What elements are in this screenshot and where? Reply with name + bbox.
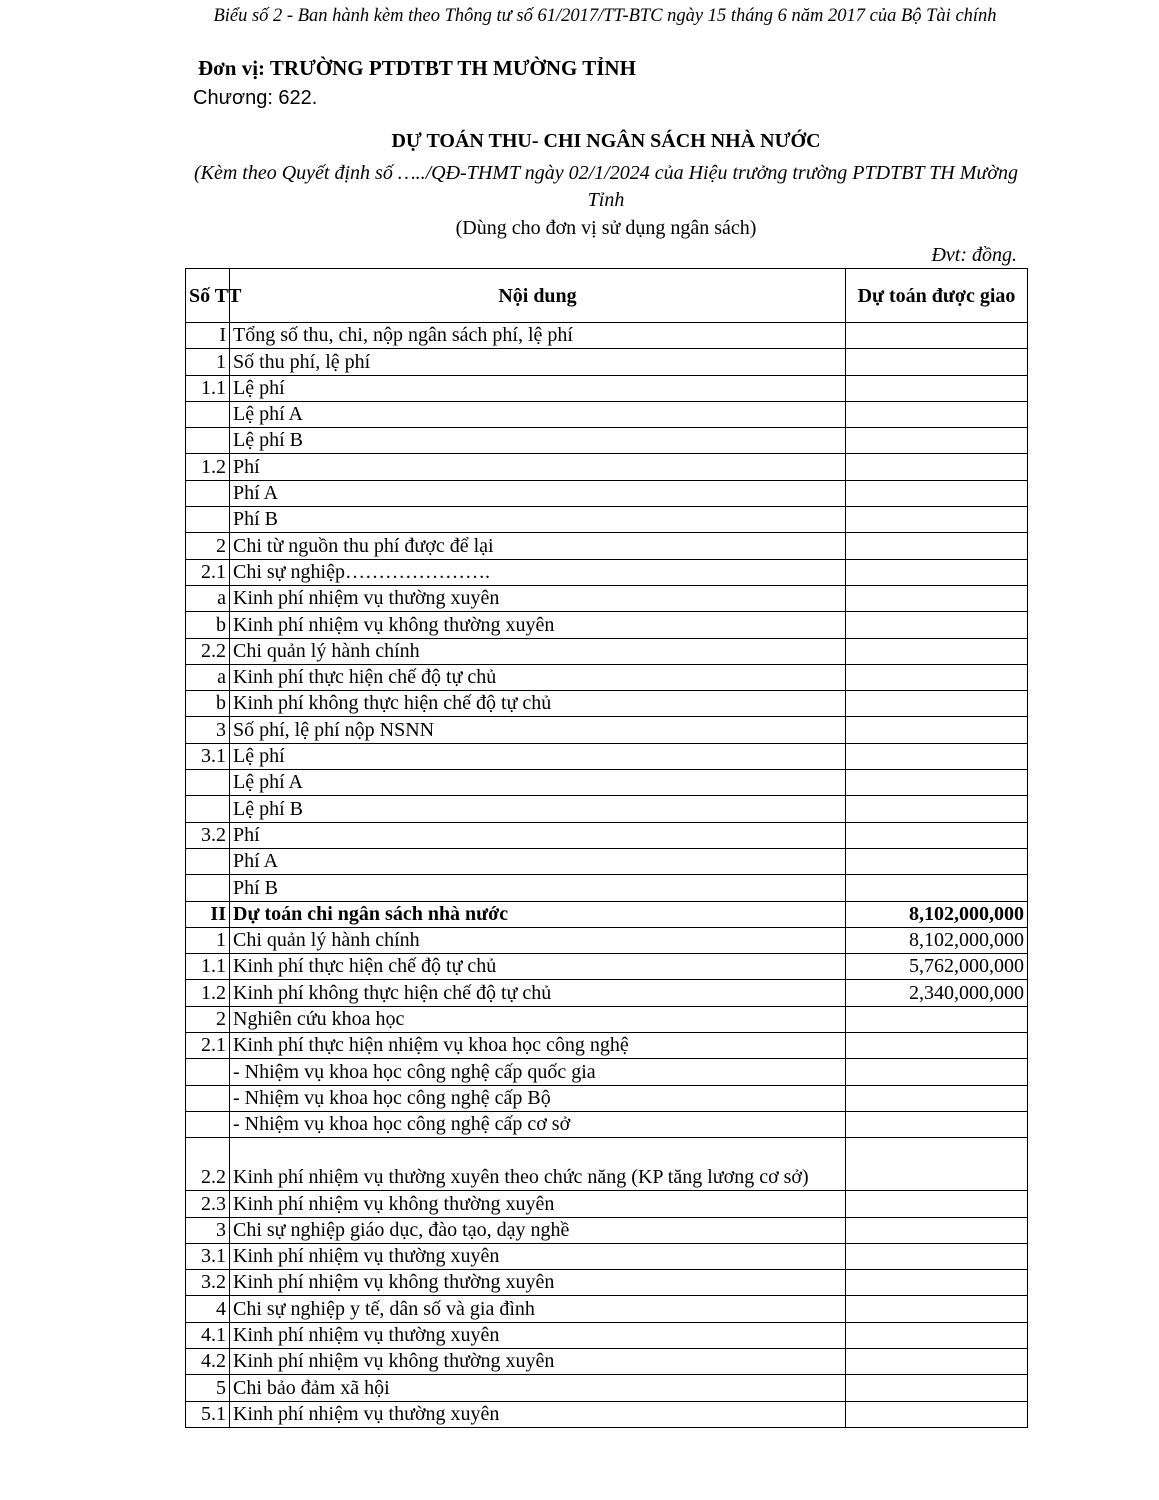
table-row bbox=[186, 401, 1028, 427]
row-number-cell: I bbox=[186, 323, 230, 349]
row-amount-cell bbox=[846, 559, 1028, 585]
row-amount-cell bbox=[846, 717, 1028, 743]
row-amount-cell bbox=[846, 1006, 1028, 1032]
row-number-cell: 1.1 bbox=[186, 954, 230, 980]
row-content-cell: Lệ phí B bbox=[230, 796, 846, 822]
table-row bbox=[186, 349, 1028, 375]
row-number-cell bbox=[186, 1111, 230, 1137]
row-amount-cell bbox=[846, 1322, 1028, 1348]
row-amount-cell: 8,102,000,000 bbox=[846, 901, 1028, 927]
row-amount-cell bbox=[846, 848, 1028, 874]
column-header-amount: Dự toán được giao bbox=[846, 269, 1028, 323]
table-row bbox=[186, 927, 1028, 953]
table-row bbox=[186, 770, 1028, 796]
row-content-cell: Lệ phí A bbox=[230, 770, 846, 796]
row-number-cell: 2.3 bbox=[186, 1191, 230, 1217]
form-reference-note: Biểu số 2 - Ban hành kèm theo Thông tư số 61/2017/TT-BTC ngày 15 tháng 6 năm 2017 của Bộ Tài chính bbox=[213, 6, 997, 26]
row-amount-cell: 5,762,000,000 bbox=[846, 954, 1028, 980]
row-content-cell: Chi sự nghiệp giáo dục, đào tạo, dạy nghề bbox=[230, 1217, 846, 1243]
table-row bbox=[186, 480, 1028, 506]
row-content-cell: Số phí, lệ phí nộp NSNN bbox=[230, 717, 846, 743]
row-content-cell: Kinh phí thực hiện chế độ tự chủ bbox=[230, 664, 846, 690]
table-row bbox=[186, 1033, 1028, 1059]
table-row bbox=[186, 1296, 1028, 1322]
table-row bbox=[186, 559, 1028, 585]
table-row bbox=[186, 585, 1028, 611]
row-number-cell: 5 bbox=[186, 1375, 230, 1401]
row-amount-cell bbox=[846, 1401, 1028, 1427]
table-row bbox=[186, 638, 1028, 664]
row-amount-cell bbox=[846, 480, 1028, 506]
row-content-cell: - Nhiệm vụ khoa học công nghệ cấp quốc gia bbox=[230, 1059, 846, 1085]
row-content-cell: Kinh phí không thực hiện chế độ tự chủ bbox=[230, 980, 846, 1006]
row-content-cell: Tổng số thu, chi, nộp ngân sách phí, lệ phí bbox=[230, 323, 846, 349]
row-amount-cell bbox=[846, 1243, 1028, 1269]
row-amount-cell bbox=[846, 1375, 1028, 1401]
row-amount-cell bbox=[846, 323, 1028, 349]
row-amount-cell bbox=[846, 1085, 1028, 1111]
row-number-cell: b bbox=[186, 612, 230, 638]
table-row bbox=[186, 1243, 1028, 1269]
row-number-cell: 3.1 bbox=[186, 1243, 230, 1269]
row-content-cell: Phí bbox=[230, 454, 846, 480]
row-number-cell: 3.2 bbox=[186, 1270, 230, 1296]
table-row bbox=[186, 1138, 1028, 1191]
row-amount-cell: 2,340,000,000 bbox=[846, 980, 1028, 1006]
row-content-cell: Phí B bbox=[230, 875, 846, 901]
table-row bbox=[186, 1111, 1028, 1137]
row-number-cell: a bbox=[186, 664, 230, 690]
table-row bbox=[186, 1401, 1028, 1427]
row-amount-cell bbox=[846, 349, 1028, 375]
row-amount-cell bbox=[846, 638, 1028, 664]
row-amount-cell bbox=[846, 822, 1028, 848]
table-row bbox=[186, 664, 1028, 690]
row-amount-cell: 8,102,000,000 bbox=[846, 927, 1028, 953]
row-number-cell bbox=[186, 428, 230, 454]
row-amount-cell bbox=[846, 1033, 1028, 1059]
row-amount-cell bbox=[846, 1138, 1028, 1191]
row-content-cell: Kinh phí nhiệm vụ thường xuyên theo chức năng (KP tăng lương cơ sở) bbox=[230, 1138, 846, 1191]
row-amount-cell bbox=[846, 1270, 1028, 1296]
row-amount-cell bbox=[846, 533, 1028, 559]
table-row bbox=[186, 1348, 1028, 1374]
table-row bbox=[186, 691, 1028, 717]
usage-note: (Dùng cho đơn vị sử dụng ngân sách) bbox=[455, 217, 757, 239]
row-number-cell: 2.2 bbox=[186, 1138, 230, 1191]
table-row bbox=[186, 323, 1028, 349]
budget-table-body bbox=[186, 323, 1028, 1428]
row-amount-cell bbox=[846, 612, 1028, 638]
row-amount-cell bbox=[846, 585, 1028, 611]
table-row bbox=[186, 875, 1028, 901]
row-content-cell: Số thu phí, lệ phí bbox=[230, 349, 846, 375]
row-amount-cell bbox=[846, 796, 1028, 822]
row-amount-cell bbox=[846, 1296, 1028, 1322]
row-content-cell: Phí A bbox=[230, 848, 846, 874]
table-row bbox=[186, 428, 1028, 454]
table-row bbox=[186, 901, 1028, 927]
row-number-cell: 4 bbox=[186, 1296, 230, 1322]
row-amount-cell bbox=[846, 507, 1028, 533]
row-amount-cell bbox=[846, 770, 1028, 796]
table-row bbox=[186, 375, 1028, 401]
column-header-stt: Số TT bbox=[186, 269, 230, 323]
row-content-cell: Lệ phí B bbox=[230, 428, 846, 454]
row-content-cell: Chi sự nghiệp y tế, dân số và gia đình bbox=[230, 1296, 846, 1322]
table-row bbox=[186, 1217, 1028, 1243]
row-content-cell: Chi quản lý hành chính bbox=[230, 638, 846, 664]
row-content-cell: Lệ phí A bbox=[230, 401, 846, 427]
row-amount-cell bbox=[846, 1217, 1028, 1243]
row-content-cell: Lệ phí bbox=[230, 743, 846, 769]
row-number-cell: 2.2 bbox=[186, 638, 230, 664]
row-content-cell: Chi quản lý hành chính bbox=[230, 927, 846, 953]
row-content-cell: Nghiên cứu khoa học bbox=[230, 1006, 846, 1032]
row-number-cell: 1 bbox=[186, 349, 230, 375]
table-row bbox=[186, 848, 1028, 874]
row-number-cell: 3.1 bbox=[186, 743, 230, 769]
row-content-cell: Phí B bbox=[230, 507, 846, 533]
table-header-row bbox=[186, 269, 1028, 323]
table-row bbox=[186, 1191, 1028, 1217]
table-row bbox=[186, 822, 1028, 848]
currency-unit: Đvt: đồng. bbox=[931, 244, 1017, 266]
row-amount-cell bbox=[846, 743, 1028, 769]
row-content-cell: Kinh phí nhiệm vụ thường xuyên bbox=[230, 1401, 846, 1427]
row-number-cell: 1.1 bbox=[186, 375, 230, 401]
chapter-code: Chương: 622. bbox=[193, 87, 318, 109]
table-row bbox=[186, 1270, 1028, 1296]
row-amount-cell bbox=[846, 428, 1028, 454]
table-row bbox=[186, 1085, 1028, 1111]
decision-reference: (Kèm theo Quyết định số …../QĐ-THMT ngày 02/1/2024 của Hiệu trưởng trường PTDTBT TH Mường Tỉnh bbox=[193, 162, 1018, 211]
row-amount-cell bbox=[846, 1191, 1028, 1217]
row-number-cell: 3 bbox=[186, 717, 230, 743]
row-number-cell bbox=[186, 770, 230, 796]
row-number-cell bbox=[186, 1059, 230, 1085]
row-number-cell bbox=[186, 480, 230, 506]
row-number-cell: 2 bbox=[186, 533, 230, 559]
row-number-cell: a bbox=[186, 585, 230, 611]
row-content-cell: Kinh phí thực hiện chế độ tự chủ bbox=[230, 954, 846, 980]
row-content-cell: Kinh phí nhiệm vụ không thường xuyên bbox=[230, 1270, 846, 1296]
row-content-cell: Kinh phí không thực hiện chế độ tự chủ bbox=[230, 691, 846, 717]
table-row bbox=[186, 717, 1028, 743]
row-number-cell: 3.2 bbox=[186, 822, 230, 848]
table-row bbox=[186, 796, 1028, 822]
row-number-cell: b bbox=[186, 691, 230, 717]
row-content-cell: Kinh phí nhiệm vụ thường xuyên bbox=[230, 585, 846, 611]
table-row bbox=[186, 980, 1028, 1006]
row-number-cell: 4.2 bbox=[186, 1348, 230, 1374]
row-content-cell: Kinh phí nhiệm vụ thường xuyên bbox=[230, 1322, 846, 1348]
row-content-cell: - Nhiệm vụ khoa học công nghệ cấp cơ sở bbox=[230, 1111, 846, 1137]
row-number-cell bbox=[186, 796, 230, 822]
row-number-cell: 4.1 bbox=[186, 1322, 230, 1348]
row-number-cell: 5.1 bbox=[186, 1401, 230, 1427]
row-amount-cell bbox=[846, 691, 1028, 717]
row-amount-cell bbox=[846, 375, 1028, 401]
row-number-cell: 1.2 bbox=[186, 980, 230, 1006]
table-row bbox=[186, 507, 1028, 533]
row-amount-cell bbox=[846, 1111, 1028, 1137]
table-row bbox=[186, 1375, 1028, 1401]
row-amount-cell bbox=[846, 875, 1028, 901]
row-content-cell: Phí bbox=[230, 822, 846, 848]
table-row bbox=[186, 743, 1028, 769]
row-amount-cell bbox=[846, 401, 1028, 427]
column-header-content: Nội dung bbox=[230, 269, 846, 323]
row-number-cell: 2 bbox=[186, 1006, 230, 1032]
row-content-cell: Phí A bbox=[230, 480, 846, 506]
row-number-cell: 1 bbox=[186, 927, 230, 953]
table-row bbox=[186, 454, 1028, 480]
budget-table bbox=[185, 268, 1028, 1428]
row-number-cell bbox=[186, 848, 230, 874]
table-row bbox=[186, 1322, 1028, 1348]
row-number-cell: 2.1 bbox=[186, 1033, 230, 1059]
row-content-cell: Kinh phí nhiệm vụ không thường xuyên bbox=[230, 1348, 846, 1374]
row-content-cell: Kinh phí nhiệm vụ không thường xuyên bbox=[230, 1191, 846, 1217]
table-row bbox=[186, 1006, 1028, 1032]
row-amount-cell bbox=[846, 454, 1028, 480]
row-content-cell: Kinh phí nhiệm vụ không thường xuyên bbox=[230, 612, 846, 638]
unit-name: Đơn vị: TRƯỜNG PTDTBT TH MƯỜNG TỈNH bbox=[198, 56, 636, 80]
table-row bbox=[186, 612, 1028, 638]
row-content-cell: Dự toán chi ngân sách nhà nước bbox=[230, 901, 846, 927]
row-content-cell: Kinh phí nhiệm vụ thường xuyên bbox=[230, 1243, 846, 1269]
row-amount-cell bbox=[846, 664, 1028, 690]
row-number-cell: 2.1 bbox=[186, 559, 230, 585]
row-number-cell bbox=[186, 401, 230, 427]
row-content-cell: Kinh phí thực hiện nhiệm vụ khoa học công nghệ bbox=[230, 1033, 846, 1059]
row-content-cell: Lệ phí bbox=[230, 375, 846, 401]
document-title: DỰ TOÁN THU- CHI NGÂN SÁCH NHÀ NƯỚC bbox=[391, 130, 821, 152]
row-number-cell bbox=[186, 507, 230, 533]
row-number-cell: 3 bbox=[186, 1217, 230, 1243]
table-row bbox=[186, 1059, 1028, 1085]
table-row bbox=[186, 954, 1028, 980]
row-number-cell: 1.2 bbox=[186, 454, 230, 480]
row-amount-cell bbox=[846, 1059, 1028, 1085]
table-row bbox=[186, 533, 1028, 559]
row-content-cell: Chi bảo đảm xã hội bbox=[230, 1375, 846, 1401]
row-content-cell: Chi từ nguồn thu phí được để lại bbox=[230, 533, 846, 559]
row-content-cell: Chi sự nghiệp…………………. bbox=[230, 559, 846, 585]
row-amount-cell bbox=[846, 1348, 1028, 1374]
row-number-cell bbox=[186, 1085, 230, 1111]
row-number-cell: II bbox=[186, 901, 230, 927]
row-content-cell: - Nhiệm vụ khoa học công nghệ cấp Bộ bbox=[230, 1085, 846, 1111]
row-number-cell bbox=[186, 875, 230, 901]
